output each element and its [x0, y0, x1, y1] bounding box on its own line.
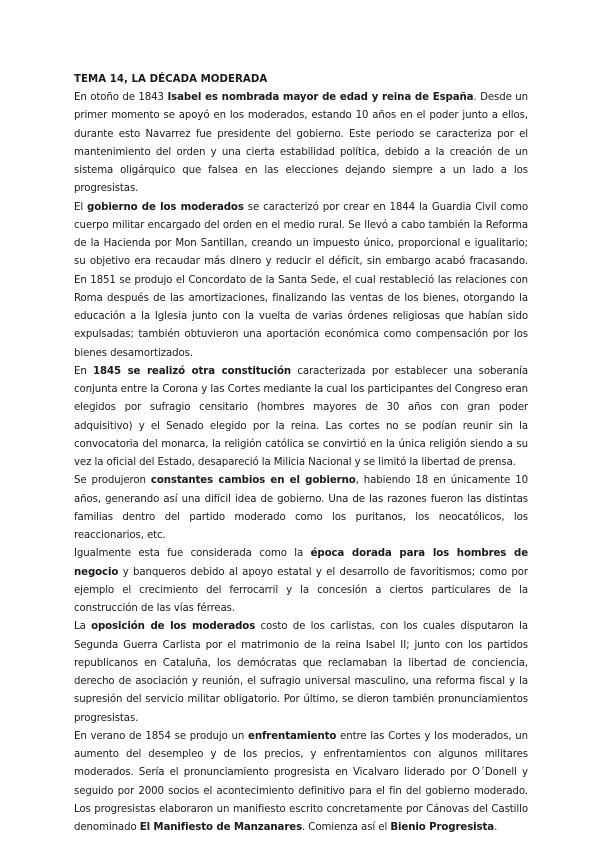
text-run: La: [74, 621, 92, 633]
text-run: Igualmente esta fue considerada como la: [74, 548, 311, 560]
text-run: entre las Cortes y los moderados, un aumento del desempleo y de los precios, y enfrentamientos con algunos militares moderados. Sería el pronunciamiento progresista en Vicalvaro liderado por O´Donell y seguido por 2000 socios el acontecimiento definitivo para el fin del gobierno moderado. Los progresistas elaboraron un manifiesto escrito concretamente por Cánovas del Castillo denominado: [74, 730, 528, 833]
bold-text: Bienio Progresista: [390, 822, 495, 833]
text-run: En verano de 1854 se produjo un: [74, 730, 249, 742]
bold-text: gobierno de los moderados: [87, 201, 244, 213]
paragraph: [74, 472, 528, 545]
bold-text: oposición de los moderados: [91, 621, 256, 633]
text-run: El: [74, 201, 88, 213]
text-run: Se produjeron: [74, 475, 151, 487]
document-title: TEMA 14, LA DÉCADA MODERADA: [74, 74, 268, 85]
text-run: . Desde un primer momento se apoyó en los moderados, estando 10 años en el poder junto a ellos, durante esto Navarrez fue presidente del gobierno. Este periodo se caracteriza por el mantenimiento del orden y una cierta estabilidad política, debido a la creación de un sistema oligárquico que falsea en las elecciones dejando siempre a un lado a los progresistas.: [74, 92, 528, 195]
paragraph: [74, 199, 528, 363]
bold-text: 1845 se realizó otra constitución: [93, 365, 292, 377]
bold-text: constantes cambios en el gobierno: [150, 475, 356, 487]
paragraph: [74, 618, 528, 728]
text-run: .: [494, 822, 498, 833]
bold-text: Isabel es nombrada mayor de edad y reina de España: [167, 92, 474, 103]
text-run: . Comienza así el: [302, 822, 391, 833]
text-run: , habiendo 18 en únicamente 10 años, generando así una difícil idea de gobierno. Una de las razones fueron las distintas familias dentro del partido moderado como los puritanos, los neocatólicos, los reaccionarios, etc.: [74, 475, 528, 541]
bold-text: enfrentamiento: [248, 730, 337, 742]
paragraph: [74, 728, 528, 838]
text-run: En: [74, 365, 94, 377]
paragraph: [74, 545, 528, 618]
text-run: y banqueros debido al apoyo estatal y el desarrollo de favoritismos; como por ejemplo el crecimiento del ferrocarril y la concesión a ciertos particulares de la construcción de las vías férreas.: [74, 566, 528, 614]
bold-text: El Manifiesto de Manzanares: [139, 822, 303, 833]
text-run: costo de los carlistas, con los cuales disputaron la Segunda Guerra Carlista por el matrimonio de la reina Isabel II; junto con los partidos republicanos en Cataluña, los demócratas que reclamaban la libertad de conciencia, derecho de asociación y reunión, el sufragio universal masculino, una reforma fiscal y la supresión del servicio militar obligatorio. Por último, se dieron también pronunciamientos progresistas.: [74, 621, 529, 724]
text-run: caracterizada por establecer una soberanía conjunta entre la Corona y las Cortes mediante la cual los participantes del Congreso eran elegidos por sufragio censitario (hombres mayores de 30 años con gran poder adquisitivo) y el Senado elegido por la reina. Las cortes no se podían reunir sin la convocatoria del monarca, la religión católica se convirtió en la única religión siendo a su vez la oficial del Estado, desapareció la Milicia Nacional y se limitó la libertad de prensa.: [74, 365, 528, 468]
document-body: [74, 89, 528, 837]
bold-text: época dorada para los hombres de negocio: [74, 548, 529, 578]
paragraph: [74, 363, 528, 473]
text-run: se caracterizó por crear en 1844 la Guardia Civil como cuerpo militar encargado del orden en el medio rural. Se llevó a cabo también la Reforma de la Hacienda por Mon Santillan, creando un impuesto único, proporcional e igualitario; su objetivo era recaudar más dinero y reducir el déficit, sin embargo acabó fracasando. En 1851 se produjo el Concordato de la Santa Sede, el cual restableció las relaciones con Roma después de las amortizaciones, finalizando las ventas de los bienes, otorgando la educación a la Iglesia junto con la vuelta de varias órdenes religiosas que habían sido expulsadas; también obtuvieron una aportación económica como compensación por los bienes desamortizados.: [74, 201, 528, 359]
text-run: En otoño de 1843: [74, 92, 168, 103]
paragraph: [74, 89, 528, 199]
